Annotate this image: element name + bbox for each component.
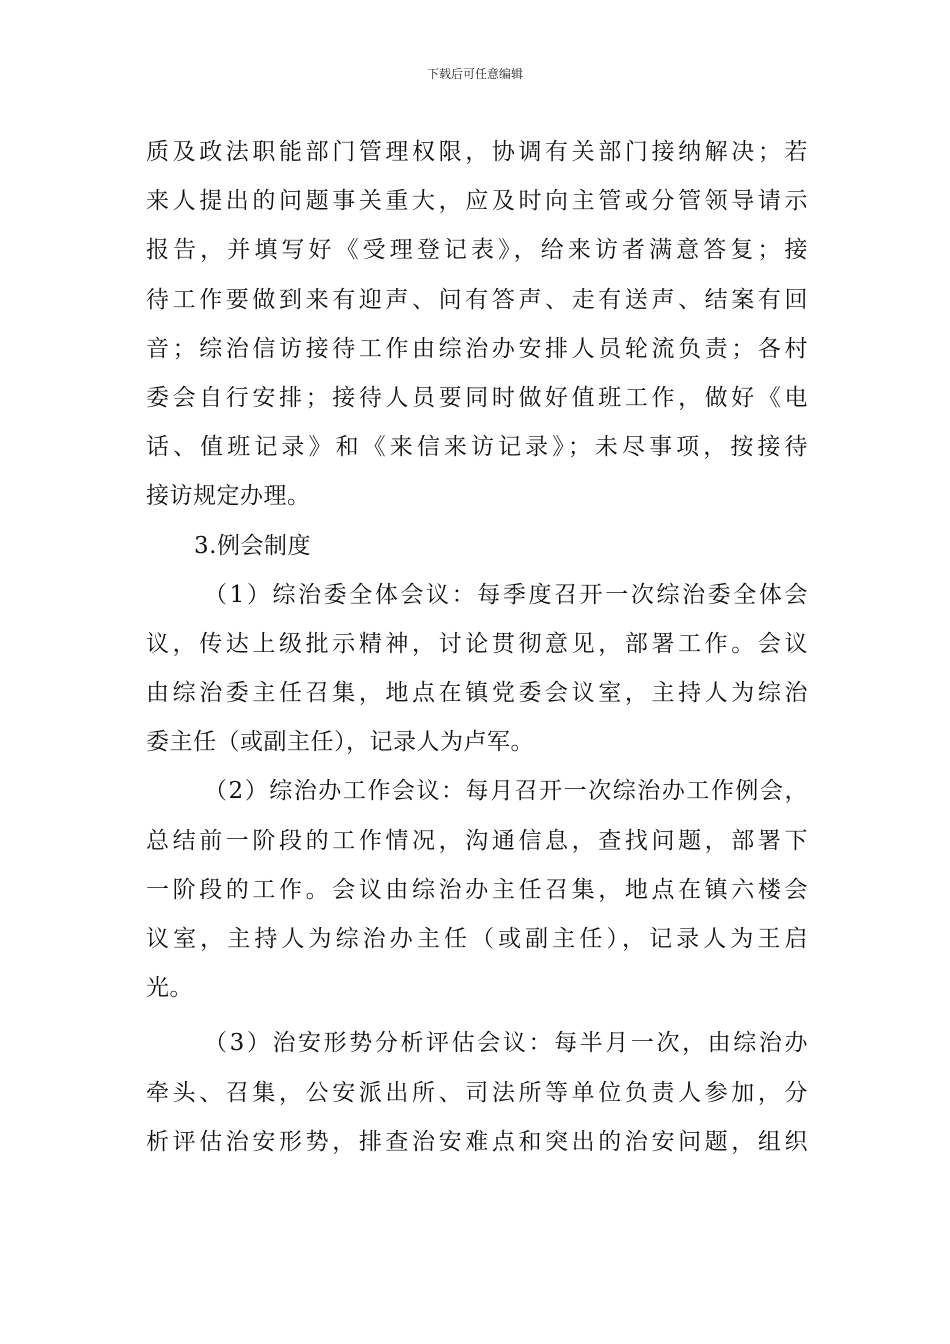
paragraph-line: 接访规定办理。: [146, 483, 311, 510]
paragraph-line: 议，传达上级批示精神，讨论贯彻意见，部署工作。会议: [146, 630, 808, 657]
paragraph-line: 音；综治信访接待工作由综治办安排人员轮流负责；各村: [146, 335, 808, 362]
paragraph-line: （3）治安形势分析评估会议：每半月一次，由综治办: [204, 1030, 808, 1057]
page-header: 下载后可任意编辑: [426, 67, 523, 81]
paragraph-line: 析评估治安形势，排查治安难点和突出的治安问题，组织: [146, 1128, 808, 1155]
paragraph-line: 委主任（或副主任），记录人为卢军。: [146, 729, 534, 756]
section-heading: 3.例会制度: [194, 532, 311, 559]
paragraph-line: 待工作要做到来有迎声、问有答声、走有送声、结案有回: [146, 286, 808, 313]
paragraph-line: 质及政法职能部门管理权限，协调有关部门接纳解决；若: [146, 139, 808, 165]
paragraph-line: （2）综治办工作会议：每月召开一次综治办工作例会，: [204, 778, 808, 805]
paragraph-line: 总结前一阶段的工作情况，沟通信息，查找问题，部署下: [146, 827, 808, 854]
paragraph-line: 一阶段的工作。会议由综治办主任召集，地点在镇六楼会: [146, 876, 808, 903]
paragraph-line: 议室，主持人为综治办主任（或副主任），记录人为王启: [146, 926, 808, 952]
paragraph-line: 来人提出的问题事关重大，应及时向主管或分管领导请示: [146, 188, 808, 215]
paragraph-line: 由综治委主任召集，地点在镇党委会议室，主持人为综治: [146, 680, 808, 707]
paragraph-line: （1）综治委全体会议：每季度召开一次综治委全体会: [204, 581, 808, 608]
document-body: [146, 128, 808, 1167]
paragraph-line: 光。: [146, 975, 193, 1002]
paragraph-line: 牵头、召集，公安派出所、司法所等单位负责人参加，分: [146, 1079, 808, 1106]
paragraph-line: 话、值班记录》和《来信来访记录》；未尽事项，按接待: [146, 434, 808, 461]
paragraph-line: 报告，并填写好《受理登记表》，给来访者满意答复；接: [146, 237, 808, 264]
paragraph-line: 委会自行安排；接待人员要同时做好值班工作，做好《电: [146, 384, 808, 411]
